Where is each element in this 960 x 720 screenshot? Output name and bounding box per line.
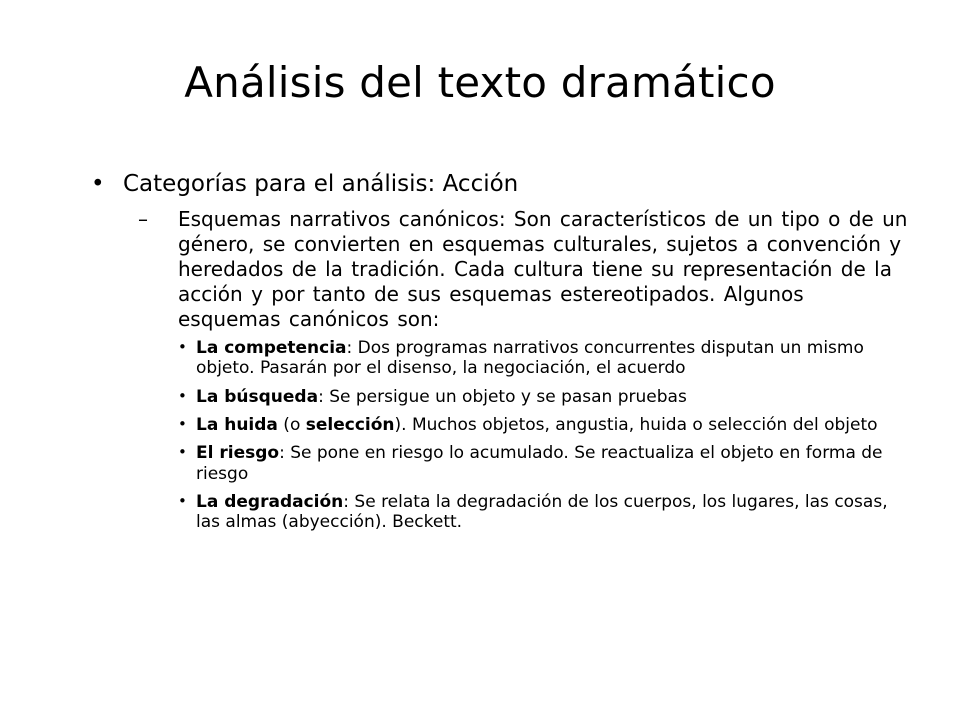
bullet-icon: • bbox=[178, 337, 187, 356]
list-item-degradacion bbox=[178, 492, 910, 533]
list-item-busqueda bbox=[178, 387, 910, 407]
bullet-icon: • bbox=[91, 171, 105, 197]
item-text: : Se relata la degradación de los cuerpos, los lugares, las cosas, las almas (abyección). Beckett. bbox=[196, 492, 888, 533]
bullet-level2-text: Esquemas narrativos canónicos: Son característicos de un tipo o de un género, se convierten en esquemas culturales, sujetos a convención y heredados de la tradición. Cada cultura tiene su representación de la acción y por tanto de sus esquemas estereotipados. Algunos esquemas canónicos son: bbox=[178, 206, 908, 331]
list-item-competencia bbox=[178, 338, 910, 379]
item-text: : Se persigue un objeto y se pasan pruebas bbox=[318, 386, 687, 407]
bullet-level1 bbox=[91, 170, 910, 199]
item-term: La huida bbox=[196, 414, 278, 435]
bullet-level1-text: Categorías para el análisis: Acción bbox=[123, 171, 519, 197]
list-item-huida bbox=[178, 415, 910, 435]
item-text-mid: (o bbox=[277, 414, 306, 435]
item-term-secondary: selección bbox=[305, 414, 395, 435]
item-text: : Se pone en riesgo lo acumulado. Se reactualiza el objeto en forma de riesgo bbox=[196, 443, 883, 484]
dash-icon: – bbox=[138, 206, 148, 231]
list-item-riesgo bbox=[178, 443, 910, 484]
item-text: : Dos programas narrativos concurrentes disputan un mismo objeto. Pasarán por el disenso, la negociación, el acuerdo bbox=[196, 337, 864, 379]
bullet-icon: • bbox=[178, 414, 187, 433]
slide-title: Análisis del texto dramático bbox=[184, 58, 776, 107]
item-term: La búsqueda bbox=[196, 386, 319, 407]
item-text: ). Muchos objetos, angustia, huida o selección del objeto bbox=[394, 414, 878, 435]
item-term: El riesgo bbox=[196, 443, 280, 464]
bullet-icon: • bbox=[178, 443, 187, 462]
bullet-icon: • bbox=[178, 492, 187, 511]
slide-content bbox=[91, 170, 910, 541]
item-term: La competencia bbox=[196, 337, 347, 358]
schemes-list bbox=[98, 338, 910, 533]
bullet-icon: • bbox=[178, 386, 187, 405]
item-term: La degradación bbox=[196, 492, 344, 513]
bullet-level2 bbox=[138, 207, 910, 332]
